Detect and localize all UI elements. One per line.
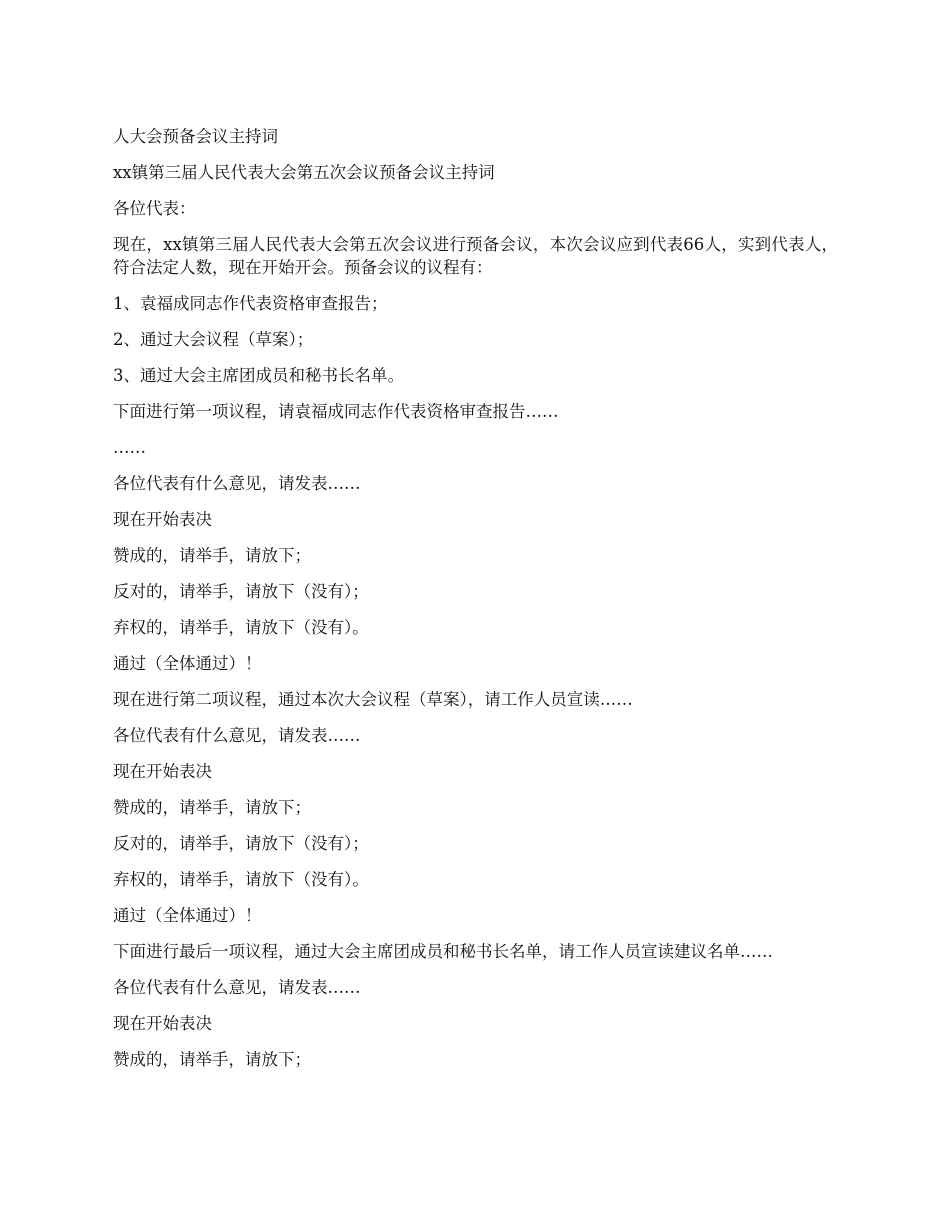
paragraph: 反对的，请举手，请放下（没有）； <box>113 834 369 853</box>
paragraph: 现在开始表决 <box>113 510 212 529</box>
paragraph: 现在开始表决 <box>113 1014 212 1033</box>
document-body <box>113 125 838 1084</box>
paragraph: 弃权的，请举手，请放下（没有）。 <box>113 870 369 889</box>
agenda-item-3: 3、通过大会主席团成员和秘书长名单。 <box>113 366 404 385</box>
paragraph: 各位代表有什么意见，请发表…… <box>113 978 361 997</box>
paragraph: 通过（全体通过）！ <box>113 654 262 673</box>
paragraph: 赞成的，请举手，请放下； <box>113 1050 311 1069</box>
document-title: 人大会预备会议主持词 <box>113 127 278 146</box>
paragraph: 现在开始表决 <box>113 762 212 781</box>
paragraph: 各位代表有什么意见，请发表…… <box>113 726 361 745</box>
salutation: 各位代表： <box>113 199 196 218</box>
paragraph: …… <box>113 438 146 457</box>
opening-paragraph: 现在，xx镇第三届人民代表大会第五次会议进行预备会议，本次会议应到代表66人，实到代表人，符合法定人数，现在开始开会。预备会议的议程有： <box>113 235 838 277</box>
paragraph: 弃权的，请举手，请放下（没有）。 <box>113 618 369 637</box>
paragraph: 下面进行第一项议程，请袁福成同志作代表资格审查报告…… <box>113 402 559 421</box>
agenda-item-2: 2、通过大会议程（草案）； <box>113 330 314 349</box>
paragraph: 各位代表有什么意见，请发表…… <box>113 474 361 493</box>
paragraph: 赞成的，请举手，请放下； <box>113 546 311 565</box>
paragraph: 赞成的，请举手，请放下； <box>113 798 311 817</box>
paragraph: 下面进行最后一项议程，通过大会主席团成员和秘书长名单，请工作人员宣读建议名单…… <box>113 942 773 961</box>
agenda-item-1: 1、袁福成同志作代表资格审查报告； <box>113 294 388 313</box>
paragraph: 通过（全体通过）！ <box>113 906 262 925</box>
paragraph: 反对的，请举手，请放下（没有）； <box>113 582 369 601</box>
document-subtitle: xx镇第三届人民代表大会第五次会议预备会议主持词 <box>113 163 495 182</box>
paragraph: 现在进行第二项议程，通过本次大会议程（草案），请工作人员宣读…… <box>113 690 633 709</box>
